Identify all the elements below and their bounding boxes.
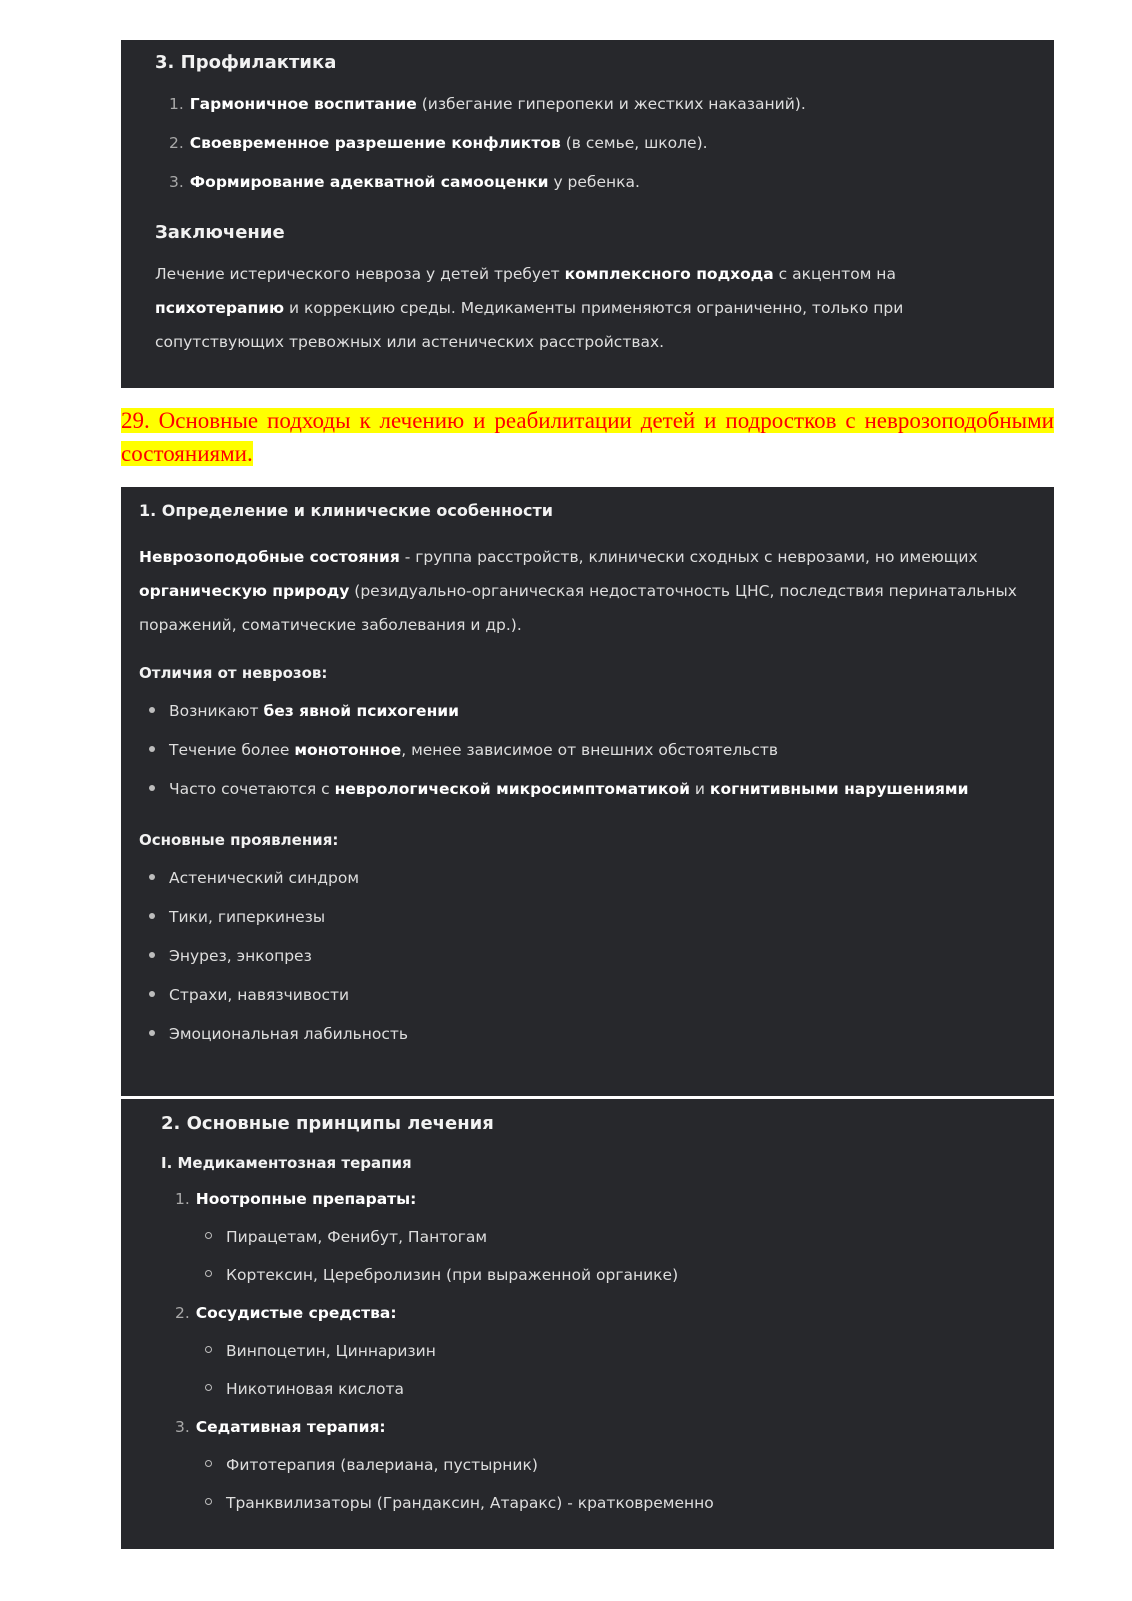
circle-bullet-icon [205, 1460, 212, 1467]
treatment-panel [121, 1099, 1054, 1549]
list-item: Фитотерапия (валериана, пустырник) [205, 1446, 1014, 1484]
list-item: 3. Формирование адекватной самооценки у ребенка. [169, 173, 640, 191]
circle-bullet-icon [205, 1384, 212, 1391]
list-item: Кортексин, Церебролизин (при выраженной органике) [205, 1256, 1014, 1294]
conclusion-title: Заключение [155, 222, 285, 243]
therapy-title: I. Медикаментозная терапия [161, 1154, 412, 1172]
bullet-icon [149, 707, 155, 713]
drug-sublist [175, 1446, 1014, 1522]
bullet-icon [149, 991, 155, 997]
circle-bullet-icon [205, 1270, 212, 1277]
circle-bullet-icon [205, 1232, 212, 1239]
bullet-icon [149, 952, 155, 958]
conclusion-text: Лечение истерического невроза у детей требует комплексного подхода с акцентом на психотерапию и коррекцию среды. Медикаменты применяются ограниченно, только при сопутствующих тревожных или астенических расстройствах. [155, 265, 904, 351]
list-item: Транквилизаторы (Грандаксин, Атаракс) - кратковременно [205, 1484, 1014, 1522]
bullet-icon [149, 746, 155, 752]
section-title-prevention: 3. Профилактика [155, 52, 337, 73]
definition-text: Неврозоподобные состояния - группа расстройств, клинически сходных с неврозами, но имеющих органическую природу (резидуально-органическая недостаточность ЦНС, последствия перинатальных поражений, соматические заболевания и др.). [139, 548, 1017, 634]
list-item: Пирацетам, Фенибут, Пантогам [205, 1218, 1014, 1256]
list-item: Течение более монотонное, менее зависимое от внешних обстоятельств [149, 731, 1036, 770]
drug-sublist [175, 1332, 1014, 1408]
section-title-definition: 1. Определение и клинические особенности [139, 501, 553, 520]
drug-group: 1. Ноотропные препараты: Пирацетам, Фенибут, Пантогам Кортексин, Церебролизин (при выраженной органике) [175, 1180, 1014, 1294]
section-title-treatment: 2. Основные принципы лечения [161, 1113, 494, 1134]
bullet-icon [149, 874, 155, 880]
list-item: Страхи, навязчивости [149, 976, 1036, 1015]
circle-bullet-icon [205, 1498, 212, 1505]
differences-title: Отличия от неврозов: [139, 664, 328, 682]
bullet-icon [149, 913, 155, 919]
drug-group: 3. Седативная терапия: Фитотерапия (валериана, пустырник) Транквилизаторы (Грандаксин, Атаракс) - кратковременно [175, 1408, 1014, 1522]
drug-groups-list [161, 1180, 1014, 1522]
bullet-icon [149, 1030, 155, 1036]
list-item: Часто сочетаются с неврологической микросимптоматикой и когнитивными нарушениями [149, 770, 1036, 809]
prevention-list [155, 85, 1020, 202]
list-item: Возникают без явной психогении [149, 692, 1036, 731]
question-heading: 29. Основные подходы к лечению и реабилитации детей и подростков с неврозоподобными состояниями. [121, 408, 1054, 466]
list-item: Астенический синдром [149, 859, 1036, 898]
list-item: Энурез, энкопрез [149, 937, 1036, 976]
list-item: 1. Гармоничное воспитание (избегание гиперопеки и жестких наказаний). [169, 95, 806, 113]
list-item: Винпоцетин, Циннаризин [205, 1332, 1014, 1370]
prevention-panel [121, 40, 1054, 388]
bullet-icon [149, 785, 155, 791]
list-item: Тики, гиперкинезы [149, 898, 1036, 937]
drug-group: 2. Сосудистые средства: Винпоцетин, Циннаризин Никотиновая кислота [175, 1294, 1014, 1408]
list-item: 2. Своевременное разрешение конфликтов (в семье, школе). [169, 134, 708, 152]
manifestations-title: Основные проявления: [139, 831, 339, 849]
circle-bullet-icon [205, 1346, 212, 1353]
drug-sublist [175, 1218, 1014, 1294]
definition-panel [121, 487, 1054, 1096]
list-item: Эмоциональная лабильность [149, 1015, 1036, 1054]
differences-list [139, 692, 1036, 809]
list-item: Никотиновая кислота [205, 1370, 1014, 1408]
manifestations-list [139, 859, 1036, 1054]
